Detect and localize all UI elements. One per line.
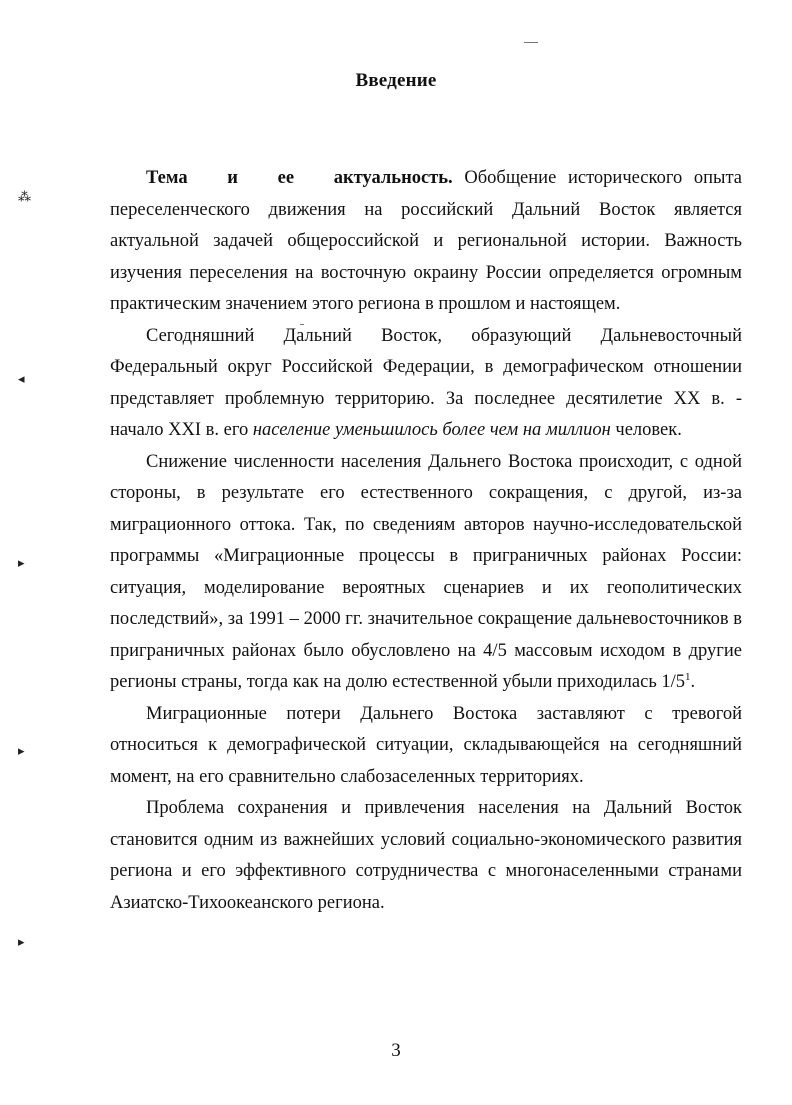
paragraph-text: Проблема сохранения и привлечения населения на Дальний Восток становится одним из важнейших условий социально-экономического развития региона и его эффективного сотрудничества с многонаселенными странами Азиатско-Тихоокеанского региона. xyxy=(110,798,742,913)
document-body xyxy=(110,163,742,919)
binding-hole-mark: ◂ xyxy=(18,371,25,386)
paragraph-text: Сегодняшний Дальний Восток, образующий Дальневосточный Федеральный округ Российской Федерации, в демографическом отношении представляет проблемную территорию. За последнее десятилетие XX в. - начало XXI в. его xyxy=(110,325,742,440)
paragraph-migration-losses xyxy=(110,699,742,794)
paragraph-decline xyxy=(110,447,742,699)
scan-artifact xyxy=(524,42,538,43)
paragraph-text: Снижение численности населения Дальнего Востока происходит, с одной стороны, в результате его естественного сокращения, с другой, из-за миграционного оттока. Так, по сведениям авторов научно-исследовательской программы «Миграционные процессы в приграничных районах России: ситуация, моделирование вероятных сценариев и их геополитических последствий», за 1991 – 2000 гг. значительное сокращение дальневосточников в приграничных районах было обусловлено на 4/5 массовым исходом в другие регионы страны, тогда как на долю естественной убыли приходилась 1/5 xyxy=(110,451,742,692)
binding-hole-mark: ▸ xyxy=(18,555,25,570)
paragraph-population xyxy=(110,321,742,447)
footnote-reference[interactable]: 1 xyxy=(685,670,691,683)
binding-hole-mark: ▸ xyxy=(18,934,25,949)
paragraph-topic xyxy=(110,163,742,321)
binding-hole-mark: ▸ xyxy=(18,743,25,758)
page-title: Введение xyxy=(355,70,437,91)
paragraph-text: Обобщение исторического опыта переселенческого движения на российский Дальний Восток является актуальной задачей общероссийской и региональной истории. Важность изучения переселения на восточную окраину России определяется огромным практическим значением этого региона в прошлом и настоящем. xyxy=(110,168,742,314)
page-number: 3 xyxy=(391,1040,401,1061)
paragraph-problem xyxy=(110,793,742,919)
paragraph-italic-text: население уменьшилось более чем на миллион xyxy=(252,420,611,440)
paragraph-lead: Тема и ее актуальность. xyxy=(146,168,453,188)
paragraph-text: . xyxy=(690,672,696,692)
paragraph-text: Миграционные потери Дальнего Востока заставляют с тревогой относиться к демографической ситуации, складывающейся на сегодняшний момент, на его сравнительно слабозаселенных территориях. xyxy=(110,703,742,787)
binding-hole-mark: ⁂ xyxy=(18,189,31,204)
paragraph-text: человек. xyxy=(610,420,682,440)
